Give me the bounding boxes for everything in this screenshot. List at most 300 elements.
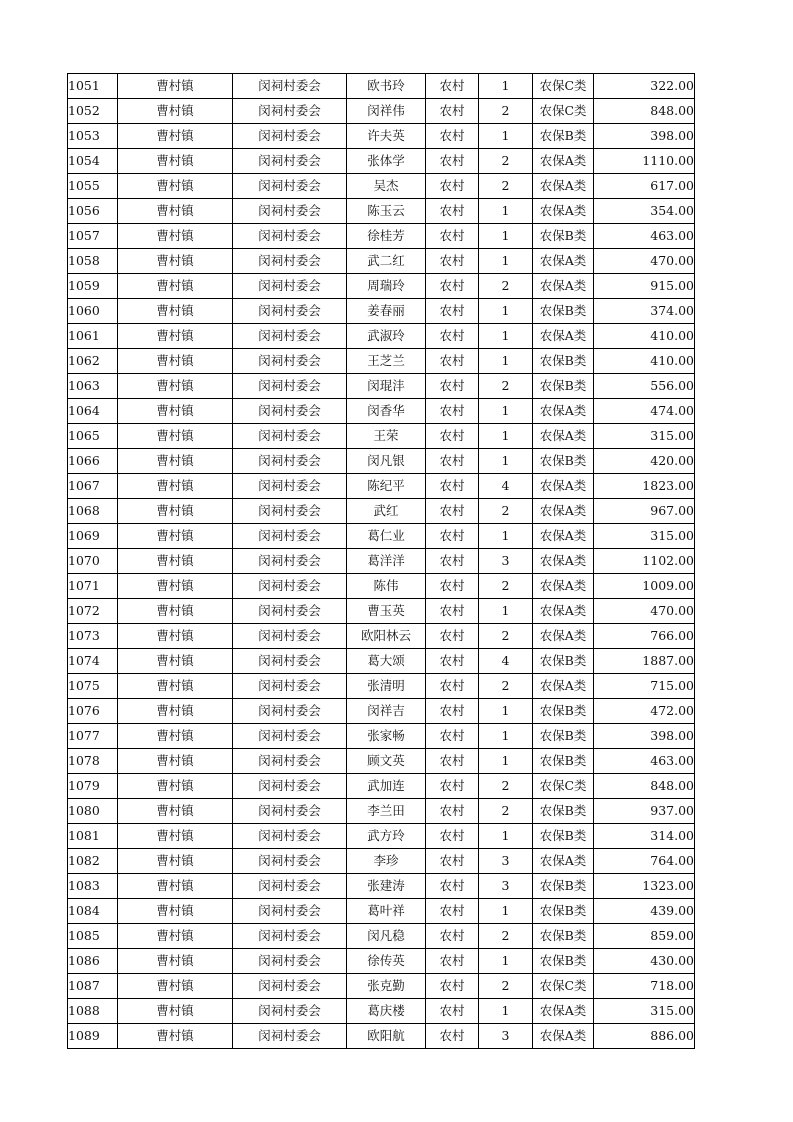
town-cell: 曹村镇 — [118, 674, 233, 699]
village-committee-cell: 闵祠村委会 — [233, 374, 347, 399]
insurance-category-cell: 农保B类 — [533, 449, 594, 474]
town-cell: 曹村镇 — [118, 324, 233, 349]
household-type-cell: 农村 — [426, 824, 479, 849]
household-type-cell: 农村 — [426, 949, 479, 974]
table-row — [68, 74, 695, 99]
insurance-category-cell: 农保A类 — [533, 549, 594, 574]
member-count-cell: 2 — [479, 924, 533, 949]
insurance-category-cell: 农保B类 — [533, 299, 594, 324]
table-row — [68, 974, 695, 999]
amount-cell: 617.00 — [594, 174, 695, 199]
household-type-cell: 农村 — [426, 974, 479, 999]
table-row — [68, 549, 695, 574]
table-row — [68, 224, 695, 249]
person-name-cell: 张清明 — [347, 674, 426, 699]
row-id-cell: 1084 — [68, 899, 118, 924]
table-row — [68, 699, 695, 724]
village-committee-cell: 闵祠村委会 — [233, 924, 347, 949]
village-committee-cell: 闵祠村委会 — [233, 574, 347, 599]
table-row — [68, 199, 695, 224]
amount-cell: 886.00 — [594, 1024, 695, 1049]
town-cell: 曹村镇 — [118, 549, 233, 574]
member-count-cell: 3 — [479, 1024, 533, 1049]
row-id-cell: 1073 — [68, 624, 118, 649]
insurance-category-cell: 农保B类 — [533, 899, 594, 924]
roster-table — [67, 73, 695, 1049]
household-type-cell: 农村 — [426, 724, 479, 749]
household-type-cell: 农村 — [426, 224, 479, 249]
amount-cell: 715.00 — [594, 674, 695, 699]
person-name-cell: 陈玉云 — [347, 199, 426, 224]
insurance-category-cell: 农保B类 — [533, 649, 594, 674]
amount-cell: 398.00 — [594, 724, 695, 749]
row-id-cell: 1069 — [68, 524, 118, 549]
member-count-cell: 1 — [479, 299, 533, 324]
amount-cell: 470.00 — [594, 599, 695, 624]
town-cell: 曹村镇 — [118, 299, 233, 324]
row-id-cell: 1076 — [68, 699, 118, 724]
household-type-cell: 农村 — [426, 74, 479, 99]
household-type-cell: 农村 — [426, 349, 479, 374]
town-cell: 曹村镇 — [118, 499, 233, 524]
person-name-cell: 徐传英 — [347, 949, 426, 974]
village-committee-cell: 闵祠村委会 — [233, 674, 347, 699]
table-row — [68, 574, 695, 599]
amount-cell: 1110.00 — [594, 149, 695, 174]
amount-cell: 474.00 — [594, 399, 695, 424]
table-row — [68, 874, 695, 899]
village-committee-cell: 闵祠村委会 — [233, 524, 347, 549]
amount-cell: 967.00 — [594, 499, 695, 524]
row-id-cell: 1054 — [68, 149, 118, 174]
insurance-category-cell: 农保B类 — [533, 349, 594, 374]
household-type-cell: 农村 — [426, 149, 479, 174]
row-id-cell: 1083 — [68, 874, 118, 899]
town-cell: 曹村镇 — [118, 949, 233, 974]
village-committee-cell: 闵祠村委会 — [233, 99, 347, 124]
insurance-category-cell: 农保A类 — [533, 474, 594, 499]
table-row — [68, 999, 695, 1024]
village-committee-cell: 闵祠村委会 — [233, 474, 347, 499]
person-name-cell: 闵祥伟 — [347, 99, 426, 124]
person-name-cell: 葛洋洋 — [347, 549, 426, 574]
town-cell: 曹村镇 — [118, 999, 233, 1024]
amount-cell: 1887.00 — [594, 649, 695, 674]
table-row — [68, 124, 695, 149]
town-cell: 曹村镇 — [118, 899, 233, 924]
table-row — [68, 299, 695, 324]
row-id-cell: 1057 — [68, 224, 118, 249]
town-cell: 曹村镇 — [118, 599, 233, 624]
member-count-cell: 3 — [479, 849, 533, 874]
member-count-cell: 1 — [479, 724, 533, 749]
table-row — [68, 449, 695, 474]
row-id-cell: 1061 — [68, 324, 118, 349]
table-row — [68, 174, 695, 199]
household-type-cell: 农村 — [426, 899, 479, 924]
household-type-cell: 农村 — [426, 474, 479, 499]
row-id-cell: 1062 — [68, 349, 118, 374]
member-count-cell: 1 — [479, 824, 533, 849]
amount-cell: 374.00 — [594, 299, 695, 324]
table-row — [68, 749, 695, 774]
row-id-cell: 1058 — [68, 249, 118, 274]
amount-cell: 439.00 — [594, 899, 695, 924]
person-name-cell: 张家畅 — [347, 724, 426, 749]
village-committee-cell: 闵祠村委会 — [233, 424, 347, 449]
amount-cell: 766.00 — [594, 624, 695, 649]
town-cell: 曹村镇 — [118, 449, 233, 474]
table-row — [68, 924, 695, 949]
amount-cell: 430.00 — [594, 949, 695, 974]
row-id-cell: 1080 — [68, 799, 118, 824]
amount-cell: 463.00 — [594, 749, 695, 774]
village-committee-cell: 闵祠村委会 — [233, 399, 347, 424]
row-id-cell: 1070 — [68, 549, 118, 574]
insurance-category-cell: 农保A类 — [533, 674, 594, 699]
insurance-category-cell: 农保B类 — [533, 749, 594, 774]
town-cell: 曹村镇 — [118, 724, 233, 749]
member-count-cell: 2 — [479, 624, 533, 649]
insurance-category-cell: 农保B类 — [533, 949, 594, 974]
person-name-cell: 武红 — [347, 499, 426, 524]
amount-cell: 764.00 — [594, 849, 695, 874]
insurance-category-cell: 农保A类 — [533, 624, 594, 649]
amount-cell: 915.00 — [594, 274, 695, 299]
member-count-cell: 2 — [479, 149, 533, 174]
row-id-cell: 1074 — [68, 649, 118, 674]
town-cell: 曹村镇 — [118, 199, 233, 224]
amount-cell: 410.00 — [594, 349, 695, 374]
person-name-cell: 闵祥吉 — [347, 699, 426, 724]
member-count-cell: 2 — [479, 499, 533, 524]
household-type-cell: 农村 — [426, 549, 479, 574]
amount-cell: 354.00 — [594, 199, 695, 224]
row-id-cell: 1082 — [68, 849, 118, 874]
town-cell: 曹村镇 — [118, 574, 233, 599]
row-id-cell: 1065 — [68, 424, 118, 449]
household-type-cell: 农村 — [426, 99, 479, 124]
table-row — [68, 374, 695, 399]
person-name-cell: 周瑞玲 — [347, 274, 426, 299]
row-id-cell: 1059 — [68, 274, 118, 299]
town-cell: 曹村镇 — [118, 349, 233, 374]
person-name-cell: 李珍 — [347, 849, 426, 874]
table-row — [68, 799, 695, 824]
village-committee-cell: 闵祠村委会 — [233, 1024, 347, 1049]
insurance-category-cell: 农保B类 — [533, 699, 594, 724]
amount-cell: 410.00 — [594, 324, 695, 349]
insurance-category-cell: 农保A类 — [533, 274, 594, 299]
person-name-cell: 葛仁业 — [347, 524, 426, 549]
row-id-cell: 1066 — [68, 449, 118, 474]
member-count-cell: 4 — [479, 474, 533, 499]
village-committee-cell: 闵祠村委会 — [233, 599, 347, 624]
row-id-cell: 1081 — [68, 824, 118, 849]
town-cell: 曹村镇 — [118, 99, 233, 124]
row-id-cell: 1052 — [68, 99, 118, 124]
member-count-cell: 1 — [479, 199, 533, 224]
row-id-cell: 1089 — [68, 1024, 118, 1049]
village-committee-cell: 闵祠村委会 — [233, 799, 347, 824]
town-cell: 曹村镇 — [118, 249, 233, 274]
town-cell: 曹村镇 — [118, 374, 233, 399]
village-committee-cell: 闵祠村委会 — [233, 974, 347, 999]
person-name-cell: 张克勤 — [347, 974, 426, 999]
village-committee-cell: 闵祠村委会 — [233, 999, 347, 1024]
village-committee-cell: 闵祠村委会 — [233, 149, 347, 174]
member-count-cell: 1 — [479, 899, 533, 924]
table-row — [68, 149, 695, 174]
person-name-cell: 姜春丽 — [347, 299, 426, 324]
member-count-cell: 1 — [479, 449, 533, 474]
household-type-cell: 农村 — [426, 624, 479, 649]
person-name-cell: 欧阳林云 — [347, 624, 426, 649]
household-type-cell: 农村 — [426, 399, 479, 424]
village-committee-cell: 闵祠村委会 — [233, 224, 347, 249]
table-row — [68, 474, 695, 499]
insurance-category-cell: 农保A类 — [533, 849, 594, 874]
household-type-cell: 农村 — [426, 999, 479, 1024]
town-cell: 曹村镇 — [118, 524, 233, 549]
town-cell: 曹村镇 — [118, 849, 233, 874]
person-name-cell: 欧阳航 — [347, 1024, 426, 1049]
town-cell: 曹村镇 — [118, 924, 233, 949]
insurance-category-cell: 农保A类 — [533, 424, 594, 449]
household-type-cell: 农村 — [426, 674, 479, 699]
member-count-cell: 1 — [479, 949, 533, 974]
table-row — [68, 1024, 695, 1049]
row-id-cell: 1063 — [68, 374, 118, 399]
household-type-cell: 农村 — [426, 874, 479, 899]
row-id-cell: 1079 — [68, 774, 118, 799]
town-cell: 曹村镇 — [118, 799, 233, 824]
insurance-category-cell: 农保B类 — [533, 874, 594, 899]
town-cell: 曹村镇 — [118, 624, 233, 649]
town-cell: 曹村镇 — [118, 974, 233, 999]
household-type-cell: 农村 — [426, 274, 479, 299]
member-count-cell: 2 — [479, 674, 533, 699]
person-name-cell: 张体学 — [347, 149, 426, 174]
row-id-cell: 1072 — [68, 599, 118, 624]
town-cell: 曹村镇 — [118, 874, 233, 899]
table-row — [68, 824, 695, 849]
table-row — [68, 99, 695, 124]
village-committee-cell: 闵祠村委会 — [233, 124, 347, 149]
row-id-cell: 1060 — [68, 299, 118, 324]
village-committee-cell: 闵祠村委会 — [233, 174, 347, 199]
village-committee-cell: 闵祠村委会 — [233, 274, 347, 299]
town-cell: 曹村镇 — [118, 749, 233, 774]
amount-cell: 463.00 — [594, 224, 695, 249]
table-row — [68, 499, 695, 524]
town-cell: 曹村镇 — [118, 774, 233, 799]
town-cell: 曹村镇 — [118, 124, 233, 149]
household-type-cell: 农村 — [426, 699, 479, 724]
amount-cell: 718.00 — [594, 974, 695, 999]
table-row — [68, 249, 695, 274]
person-name-cell: 王芝兰 — [347, 349, 426, 374]
insurance-category-cell: 农保B类 — [533, 824, 594, 849]
member-count-cell: 4 — [479, 649, 533, 674]
town-cell: 曹村镇 — [118, 149, 233, 174]
village-committee-cell: 闵祠村委会 — [233, 624, 347, 649]
insurance-category-cell: 农保A类 — [533, 1024, 594, 1049]
household-type-cell: 农村 — [426, 749, 479, 774]
insurance-category-cell: 农保A类 — [533, 174, 594, 199]
person-name-cell: 顾文英 — [347, 749, 426, 774]
table-row — [68, 424, 695, 449]
village-committee-cell: 闵祠村委会 — [233, 649, 347, 674]
village-committee-cell: 闵祠村委会 — [233, 299, 347, 324]
village-committee-cell: 闵祠村委会 — [233, 699, 347, 724]
member-count-cell: 2 — [479, 574, 533, 599]
household-type-cell: 农村 — [426, 499, 479, 524]
household-type-cell: 农村 — [426, 124, 479, 149]
insurance-category-cell: 农保A类 — [533, 324, 594, 349]
row-id-cell: 1053 — [68, 124, 118, 149]
person-name-cell: 欧书玲 — [347, 74, 426, 99]
amount-cell: 472.00 — [594, 699, 695, 724]
person-name-cell: 李兰田 — [347, 799, 426, 824]
row-id-cell: 1078 — [68, 749, 118, 774]
row-id-cell: 1077 — [68, 724, 118, 749]
table-row — [68, 674, 695, 699]
insurance-category-cell: 农保C类 — [533, 974, 594, 999]
household-type-cell: 农村 — [426, 799, 479, 824]
row-id-cell: 1055 — [68, 174, 118, 199]
member-count-cell: 1 — [479, 324, 533, 349]
member-count-cell: 2 — [479, 374, 533, 399]
village-committee-cell: 闵祠村委会 — [233, 774, 347, 799]
person-name-cell: 葛庆楼 — [347, 999, 426, 1024]
table-row — [68, 524, 695, 549]
insurance-category-cell: 农保B类 — [533, 224, 594, 249]
person-name-cell: 闵凡稳 — [347, 924, 426, 949]
village-committee-cell: 闵祠村委会 — [233, 199, 347, 224]
village-committee-cell: 闵祠村委会 — [233, 949, 347, 974]
village-committee-cell: 闵祠村委会 — [233, 499, 347, 524]
village-committee-cell: 闵祠村委会 — [233, 824, 347, 849]
row-id-cell: 1064 — [68, 399, 118, 424]
town-cell: 曹村镇 — [118, 824, 233, 849]
row-id-cell: 1067 — [68, 474, 118, 499]
member-count-cell: 2 — [479, 974, 533, 999]
row-id-cell: 1088 — [68, 999, 118, 1024]
member-count-cell: 2 — [479, 99, 533, 124]
member-count-cell: 2 — [479, 799, 533, 824]
amount-cell: 1009.00 — [594, 574, 695, 599]
person-name-cell: 武淑玲 — [347, 324, 426, 349]
member-count-cell: 1 — [479, 224, 533, 249]
member-count-cell: 1 — [479, 74, 533, 99]
amount-cell: 937.00 — [594, 799, 695, 824]
household-type-cell: 农村 — [426, 374, 479, 399]
town-cell: 曹村镇 — [118, 699, 233, 724]
village-committee-cell: 闵祠村委会 — [233, 249, 347, 274]
insurance-category-cell: 农保B类 — [533, 799, 594, 824]
household-type-cell: 农村 — [426, 924, 479, 949]
member-count-cell: 2 — [479, 774, 533, 799]
insurance-category-cell: 农保C类 — [533, 74, 594, 99]
amount-cell: 848.00 — [594, 99, 695, 124]
person-name-cell: 陈伟 — [347, 574, 426, 599]
town-cell: 曹村镇 — [118, 399, 233, 424]
amount-cell: 848.00 — [594, 774, 695, 799]
amount-cell: 398.00 — [594, 124, 695, 149]
person-name-cell: 徐桂芳 — [347, 224, 426, 249]
household-type-cell: 农村 — [426, 449, 479, 474]
member-count-cell: 2 — [479, 174, 533, 199]
insurance-category-cell: 农保A类 — [533, 399, 594, 424]
row-id-cell: 1056 — [68, 199, 118, 224]
person-name-cell: 葛大颂 — [347, 649, 426, 674]
household-type-cell: 农村 — [426, 574, 479, 599]
member-count-cell: 1 — [479, 999, 533, 1024]
person-name-cell: 武二红 — [347, 249, 426, 274]
member-count-cell: 1 — [479, 249, 533, 274]
row-id-cell: 1085 — [68, 924, 118, 949]
row-id-cell: 1075 — [68, 674, 118, 699]
village-committee-cell: 闵祠村委会 — [233, 749, 347, 774]
person-name-cell: 闵琨沣 — [347, 374, 426, 399]
row-id-cell: 1071 — [68, 574, 118, 599]
table-row — [68, 624, 695, 649]
person-name-cell: 闵香华 — [347, 399, 426, 424]
insurance-category-cell: 农保A类 — [533, 149, 594, 174]
row-id-cell: 1068 — [68, 499, 118, 524]
table-row — [68, 399, 695, 424]
table-row — [68, 724, 695, 749]
town-cell: 曹村镇 — [118, 274, 233, 299]
person-name-cell: 曹玉英 — [347, 599, 426, 624]
household-type-cell: 农村 — [426, 199, 479, 224]
amount-cell: 556.00 — [594, 374, 695, 399]
village-committee-cell: 闵祠村委会 — [233, 874, 347, 899]
insurance-category-cell: 农保B类 — [533, 124, 594, 149]
amount-cell: 314.00 — [594, 824, 695, 849]
table-row — [68, 324, 695, 349]
row-id-cell: 1087 — [68, 974, 118, 999]
row-id-cell: 1051 — [68, 74, 118, 99]
household-type-cell: 农村 — [426, 249, 479, 274]
member-count-cell: 1 — [479, 424, 533, 449]
village-committee-cell: 闵祠村委会 — [233, 74, 347, 99]
member-count-cell: 1 — [479, 599, 533, 624]
amount-cell: 315.00 — [594, 524, 695, 549]
amount-cell: 1102.00 — [594, 549, 695, 574]
table-row — [68, 849, 695, 874]
insurance-category-cell: 农保A类 — [533, 499, 594, 524]
village-committee-cell: 闵祠村委会 — [233, 899, 347, 924]
amount-cell: 315.00 — [594, 999, 695, 1024]
person-name-cell: 张建涛 — [347, 874, 426, 899]
village-committee-cell: 闵祠村委会 — [233, 849, 347, 874]
person-name-cell: 许夫英 — [347, 124, 426, 149]
member-count-cell: 3 — [479, 549, 533, 574]
insurance-category-cell: 农保A类 — [533, 599, 594, 624]
insurance-category-cell: 农保B类 — [533, 724, 594, 749]
member-count-cell: 3 — [479, 874, 533, 899]
insurance-category-cell: 农保A类 — [533, 574, 594, 599]
household-type-cell: 农村 — [426, 174, 479, 199]
insurance-category-cell: 农保B类 — [533, 924, 594, 949]
member-count-cell: 2 — [479, 274, 533, 299]
member-count-cell: 1 — [479, 349, 533, 374]
village-committee-cell: 闵祠村委会 — [233, 324, 347, 349]
table-row — [68, 349, 695, 374]
town-cell: 曹村镇 — [118, 649, 233, 674]
